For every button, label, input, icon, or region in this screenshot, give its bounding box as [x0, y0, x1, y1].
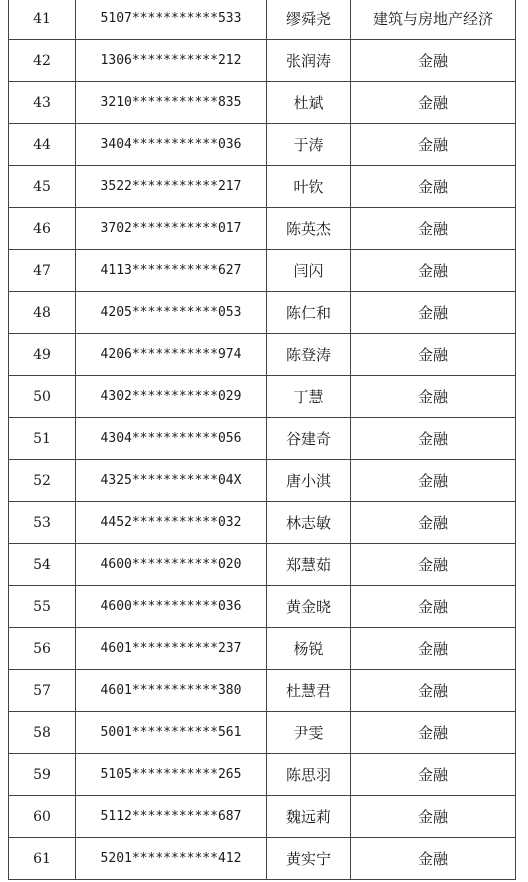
name-cell: 林志敏 [267, 502, 351, 544]
major-cell: 金融 [351, 628, 516, 670]
major-cell: 金融 [351, 82, 516, 124]
id-number-cell: 1306***********212 [76, 40, 267, 82]
table-row [9, 502, 516, 544]
table-row [9, 712, 516, 754]
major-cell: 金融 [351, 754, 516, 796]
row-number-cell: 42 [9, 40, 76, 82]
name-cell: 谷建奇 [267, 418, 351, 460]
major-cell: 金融 [351, 502, 516, 544]
id-number-cell: 5201***********412 [76, 838, 267, 880]
table-row [9, 418, 516, 460]
name-cell: 杜慧君 [267, 670, 351, 712]
name-cell: 陈思羽 [267, 754, 351, 796]
name-cell: 叶钦 [267, 166, 351, 208]
major-cell: 金融 [351, 586, 516, 628]
table-row [9, 40, 516, 82]
id-number-cell: 4302***********029 [76, 376, 267, 418]
row-number-cell: 57 [9, 670, 76, 712]
id-number-cell: 4600***********036 [76, 586, 267, 628]
table-row [9, 124, 516, 166]
row-number-cell: 54 [9, 544, 76, 586]
major-cell: 金融 [351, 544, 516, 586]
name-cell: 唐小淇 [267, 460, 351, 502]
results-table-body [9, 0, 516, 880]
id-number-cell: 4304***********056 [76, 418, 267, 460]
row-number-cell: 47 [9, 250, 76, 292]
major-cell: 金融 [351, 796, 516, 838]
row-number-cell: 41 [9, 0, 76, 40]
row-number-cell: 45 [9, 166, 76, 208]
table-row [9, 838, 516, 880]
results-table [8, 0, 516, 880]
major-cell: 金融 [351, 838, 516, 880]
major-cell: 金融 [351, 40, 516, 82]
id-number-cell: 4601***********237 [76, 628, 267, 670]
table-row [9, 82, 516, 124]
table-row [9, 544, 516, 586]
row-number-cell: 58 [9, 712, 76, 754]
row-number-cell: 55 [9, 586, 76, 628]
row-number-cell: 56 [9, 628, 76, 670]
name-cell: 尹雯 [267, 712, 351, 754]
name-cell: 郑慧茹 [267, 544, 351, 586]
id-number-cell: 4206***********974 [76, 334, 267, 376]
table-row [9, 460, 516, 502]
major-cell: 金融 [351, 460, 516, 502]
table-row [9, 754, 516, 796]
name-cell: 张润涛 [267, 40, 351, 82]
results-table-container [8, 0, 513, 880]
major-cell: 金融 [351, 250, 516, 292]
name-cell: 陈登涛 [267, 334, 351, 376]
id-number-cell: 5107***********533 [76, 0, 267, 40]
id-number-cell: 4601***********380 [76, 670, 267, 712]
row-number-cell: 61 [9, 838, 76, 880]
major-cell: 金融 [351, 208, 516, 250]
id-number-cell: 4205***********053 [76, 292, 267, 334]
major-cell: 金融 [351, 376, 516, 418]
id-number-cell: 4325***********04X [76, 460, 267, 502]
row-number-cell: 50 [9, 376, 76, 418]
major-cell: 金融 [351, 670, 516, 712]
row-number-cell: 49 [9, 334, 76, 376]
name-cell: 杜斌 [267, 82, 351, 124]
row-number-cell: 59 [9, 754, 76, 796]
name-cell: 黄金晓 [267, 586, 351, 628]
id-number-cell: 3702***********017 [76, 208, 267, 250]
row-number-cell: 44 [9, 124, 76, 166]
name-cell: 魏远莉 [267, 796, 351, 838]
id-number-cell: 4600***********020 [76, 544, 267, 586]
major-cell: 金融 [351, 712, 516, 754]
table-row [9, 250, 516, 292]
major-cell: 金融 [351, 292, 516, 334]
row-number-cell: 53 [9, 502, 76, 544]
table-row [9, 292, 516, 334]
row-number-cell: 52 [9, 460, 76, 502]
name-cell: 闫闪 [267, 250, 351, 292]
table-row [9, 796, 516, 838]
id-number-cell: 3522***********217 [76, 166, 267, 208]
id-number-cell: 3210***********835 [76, 82, 267, 124]
major-cell: 金融 [351, 166, 516, 208]
major-cell: 金融 [351, 334, 516, 376]
major-cell: 金融 [351, 418, 516, 460]
name-cell: 陈仁和 [267, 292, 351, 334]
id-number-cell: 4113***********627 [76, 250, 267, 292]
row-number-cell: 51 [9, 418, 76, 460]
name-cell: 丁慧 [267, 376, 351, 418]
name-cell: 陈英杰 [267, 208, 351, 250]
major-cell: 建筑与房地产经济 [351, 0, 516, 40]
id-number-cell: 5105***********265 [76, 754, 267, 796]
table-row [9, 628, 516, 670]
table-row [9, 334, 516, 376]
id-number-cell: 4452***********032 [76, 502, 267, 544]
table-row [9, 670, 516, 712]
name-cell: 黄实宁 [267, 838, 351, 880]
table-row [9, 376, 516, 418]
row-number-cell: 48 [9, 292, 76, 334]
row-number-cell: 46 [9, 208, 76, 250]
table-row [9, 586, 516, 628]
table-row [9, 208, 516, 250]
name-cell: 缪舜尧 [267, 0, 351, 40]
id-number-cell: 5112***********687 [76, 796, 267, 838]
name-cell: 杨锐 [267, 628, 351, 670]
id-number-cell: 5001***********561 [76, 712, 267, 754]
row-number-cell: 43 [9, 82, 76, 124]
row-number-cell: 60 [9, 796, 76, 838]
table-row [9, 166, 516, 208]
major-cell: 金融 [351, 124, 516, 166]
name-cell: 于涛 [267, 124, 351, 166]
id-number-cell: 3404***********036 [76, 124, 267, 166]
table-row [9, 0, 516, 40]
